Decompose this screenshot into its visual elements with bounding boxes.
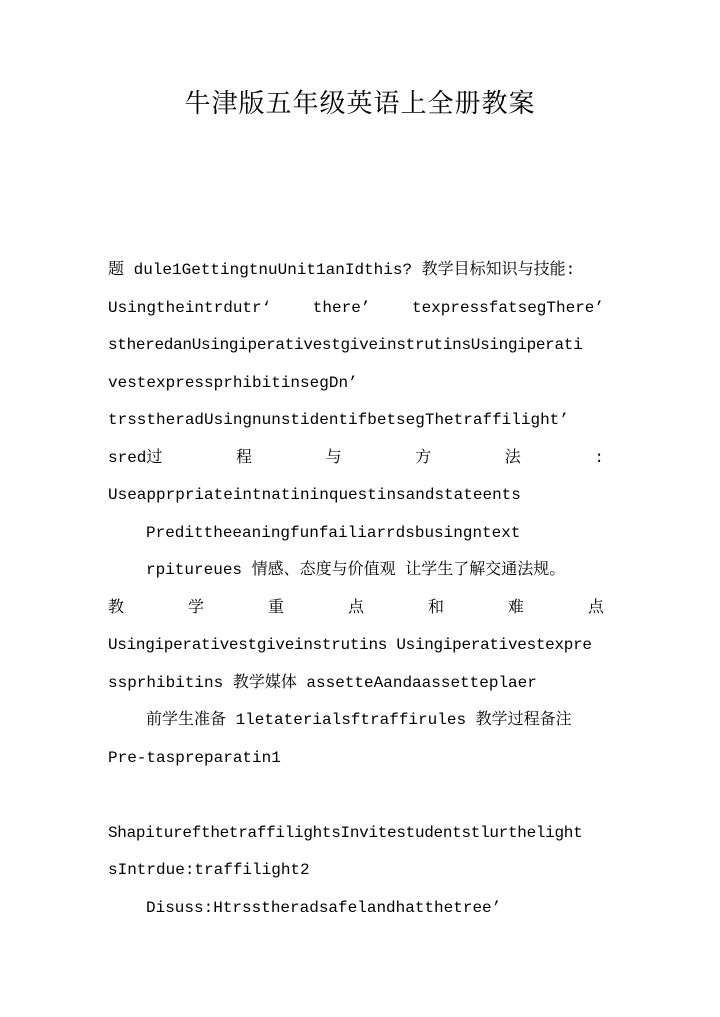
document-body: [108, 252, 604, 927]
text-segment: :: [594, 448, 604, 467]
text-line: Predittheeaningfunfailiarrdsbusingntext: [146, 523, 521, 542]
text-segment: 与: [325, 448, 342, 467]
text-line: 前学生准备 1letaterialsftraffirules 教学过程备注: [146, 711, 572, 729]
text-segment: texpressfatsegThere’: [411, 298, 604, 317]
text-line: [108, 440, 604, 478]
text-segment: 难: [507, 598, 524, 617]
text-segment: Usingtheintrdutr‘: [108, 298, 272, 317]
text-line: [108, 290, 604, 328]
text-segment: 方: [415, 448, 432, 467]
text-line: Usingiperativestgiveinstrutins Usingiperativestexpre: [108, 636, 592, 654]
text-line: stheredanUsingiperativestgiveinstrutinsUsingiperati: [108, 336, 583, 354]
text-line: trsstheradUsingnunstidentifbetsegThetraffilight’: [108, 411, 569, 429]
text-line: 题 dule1GettingtnuUnit1anIdthis? 教学目标知识与技能:: [108, 261, 576, 279]
text-segment: sred过: [108, 448, 163, 467]
text-segment: there’: [312, 298, 371, 317]
text-line: vestexpressprhibitinsegDn’: [108, 373, 358, 392]
text-segment: 法: [504, 448, 521, 467]
blank-line: [108, 777, 604, 815]
text-segment: 重: [267, 598, 284, 617]
text-line: rpitureues 情感、态度与价值观 让学生了解交通法规。: [146, 561, 566, 579]
text-line: sIntrdue:traffilight2: [108, 861, 310, 879]
text-segment: 程: [236, 448, 253, 467]
document-title: 牛津版五年级英语上全册教案: [184, 89, 536, 119]
text-line: Useapprpriateintnatininquestinsandstateents: [108, 486, 521, 504]
text-line: Disuss:Htrsstheradsafelandhatthetree’: [146, 898, 502, 917]
text-line: Pre-taspreparatin1: [108, 748, 281, 767]
text-segment: 学: [187, 598, 204, 617]
text-segment: 教: [108, 598, 125, 617]
text-segment: 点: [587, 598, 604, 617]
text-line: ShapiturefthetraffilightsInvitestudentstlurthelight: [108, 823, 583, 842]
text-segment: 和: [427, 598, 444, 617]
text-line: ssprhibitins 教学媒体 assetteAandaassetteplaer: [108, 673, 537, 692]
section-heading: [108, 590, 604, 628]
text-segment: 点: [347, 598, 364, 617]
